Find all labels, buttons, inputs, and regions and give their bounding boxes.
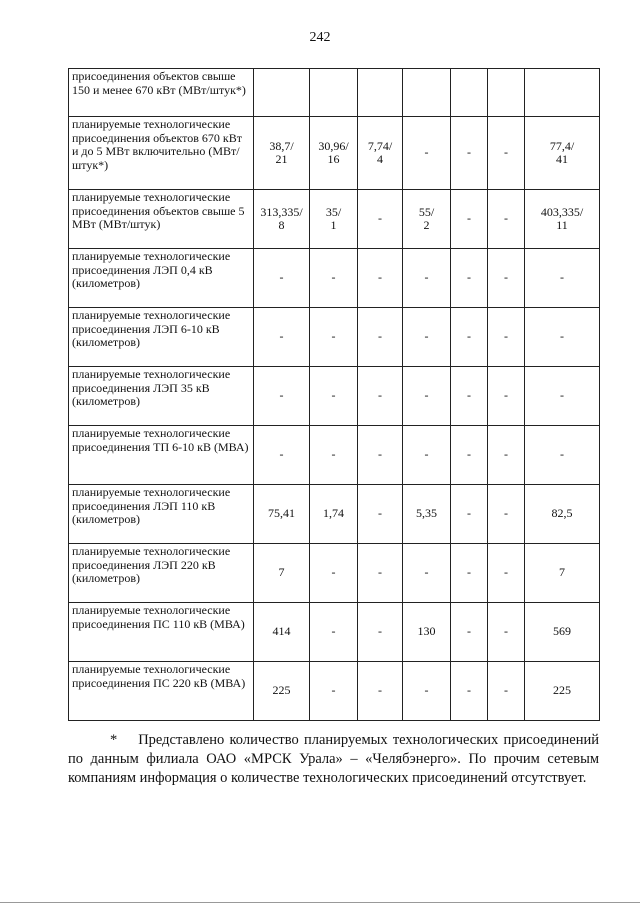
cell-value: 5,35 — [416, 506, 437, 521]
cell-value: 77,4/ 41 — [549, 138, 575, 166]
table-row — [69, 249, 600, 308]
value-cell — [358, 249, 403, 308]
value-cell — [488, 190, 525, 249]
value-cell — [451, 544, 488, 603]
value-cell — [358, 426, 403, 485]
cell-value: - — [504, 145, 508, 160]
cell-value: - — [424, 329, 429, 344]
row-label: планируемые технологические присоединения ЛЭП 35 кВ (километров) — [72, 367, 231, 408]
value-cell — [525, 485, 600, 544]
value-cell — [358, 367, 403, 426]
table-row — [69, 117, 600, 190]
value-cell — [451, 485, 488, 544]
value-cell — [525, 190, 600, 249]
row-label: планируемые технологические присоединения ПС 220 кВ (МВА) — [72, 662, 246, 690]
cell-value: - — [504, 270, 508, 285]
cell-value: - — [467, 211, 471, 226]
cell-value: 313,335/ 8 — [260, 204, 303, 232]
cell-value: - — [424, 270, 429, 285]
table-row — [69, 190, 600, 249]
cell-value: - — [504, 624, 508, 639]
value-cell — [403, 485, 451, 544]
value-cell — [358, 69, 403, 117]
cell-value: 225 — [553, 683, 571, 698]
cell-value: 1,74 — [323, 506, 344, 521]
cell-value: - — [560, 329, 564, 344]
cell-value: - — [560, 388, 564, 403]
cell-value: - — [467, 388, 471, 403]
cell-value: - — [331, 270, 336, 285]
value-cell — [310, 249, 358, 308]
cell-value: - — [504, 388, 508, 403]
cell-value: - — [279, 388, 284, 403]
table-row — [69, 367, 600, 426]
cell-value: - — [467, 329, 471, 344]
cell-value: 414 — [272, 624, 291, 639]
table-row — [69, 426, 600, 485]
row-label: планируемые технологические присоединения объектов свыше 5 МВт (МВт/штук) — [72, 190, 245, 231]
value-cell — [403, 367, 451, 426]
value-cell — [525, 117, 600, 190]
value-cell — [403, 308, 451, 367]
value-cell — [488, 485, 525, 544]
value-cell — [310, 426, 358, 485]
table-row — [69, 662, 600, 721]
row-label: планируемые технологические присоединения объектов 670 кВт и до 5 МВт включительно (МВт/штук*) — [72, 117, 242, 172]
value-cell — [254, 426, 310, 485]
page-bottom-rule — [0, 902, 640, 903]
row-label-cell — [69, 485, 254, 544]
cell-value: - — [560, 270, 564, 285]
cell-value: - — [378, 624, 382, 639]
cell-value: - — [424, 145, 429, 160]
value-cell — [254, 308, 310, 367]
cell-value: - — [378, 270, 382, 285]
value-cell — [254, 603, 310, 662]
cell-value: - — [504, 329, 508, 344]
page-number: 242 — [309, 30, 331, 45]
cell-value: - — [378, 683, 382, 698]
value-cell — [358, 308, 403, 367]
cell-value: 75,41 — [268, 506, 295, 521]
value-cell — [310, 544, 358, 603]
cell-value: 569 — [553, 624, 571, 639]
row-label: планируемые технологические присоединения ПС 110 кВ (МВА) — [72, 603, 245, 631]
cell-value: - — [378, 447, 382, 462]
cell-value: - — [424, 447, 429, 462]
row-label-cell — [69, 603, 254, 662]
value-cell — [254, 544, 310, 603]
value-cell — [403, 603, 451, 662]
value-cell — [451, 603, 488, 662]
table-row — [69, 544, 600, 603]
cell-value: - — [467, 145, 471, 160]
value-cell — [488, 367, 525, 426]
value-cell — [525, 308, 600, 367]
value-cell — [254, 249, 310, 308]
value-cell — [451, 117, 488, 190]
value-cell — [254, 117, 310, 190]
cell-value: - — [560, 447, 564, 462]
value-cell — [254, 662, 310, 721]
value-cell — [358, 190, 403, 249]
cell-value: - — [378, 506, 382, 521]
row-label-cell — [69, 69, 254, 117]
cell-value: - — [467, 506, 471, 521]
value-cell — [451, 308, 488, 367]
table-row — [69, 308, 600, 367]
row-label: планируемые технологические присоединения ЛЭП 220 кВ (километров) — [72, 544, 231, 585]
value-cell — [310, 367, 358, 426]
cell-value: - — [504, 565, 508, 580]
value-cell — [488, 117, 525, 190]
value-cell — [310, 603, 358, 662]
value-cell — [525, 69, 600, 117]
cell-value: - — [378, 388, 382, 403]
row-label-cell — [69, 544, 254, 603]
value-cell — [451, 367, 488, 426]
cell-value: 130 — [417, 624, 436, 639]
value-cell — [488, 308, 525, 367]
value-cell — [310, 69, 358, 117]
value-cell — [451, 426, 488, 485]
cell-value: 35/ 1 — [325, 204, 342, 232]
cell-value: - — [279, 270, 284, 285]
value-cell — [525, 249, 600, 308]
value-cell — [358, 485, 403, 544]
value-cell — [403, 117, 451, 190]
value-cell — [310, 190, 358, 249]
cell-value: - — [331, 624, 336, 639]
cell-value: - — [331, 683, 336, 698]
row-label: планируемые технологические присоединения ЛЭП 6-10 кВ (километров) — [72, 308, 231, 349]
value-cell — [254, 190, 310, 249]
row-label-cell — [69, 249, 254, 308]
cell-value: - — [467, 624, 471, 639]
value-cell — [525, 544, 600, 603]
row-label-cell — [69, 426, 254, 485]
value-cell — [403, 426, 451, 485]
cell-value: - — [279, 329, 284, 344]
cell-value: - — [467, 565, 471, 580]
cell-value: - — [424, 683, 429, 698]
value-cell — [403, 544, 451, 603]
cell-value: - — [504, 506, 508, 521]
cell-value: - — [467, 270, 471, 285]
row-label-cell — [69, 190, 254, 249]
row-label: планируемые технологические присоединения ЛЭП 110 кВ (километров) — [72, 485, 231, 526]
cell-value: 30,96/ 16 — [318, 138, 349, 166]
row-label-cell — [69, 117, 254, 190]
cell-value: - — [331, 388, 336, 403]
table-row — [69, 485, 600, 544]
value-cell — [488, 69, 525, 117]
table-row — [69, 69, 600, 117]
value-cell — [254, 485, 310, 544]
value-cell — [310, 117, 358, 190]
cell-value: - — [331, 329, 336, 344]
value-cell — [358, 662, 403, 721]
table-row — [69, 603, 600, 662]
cell-value: - — [504, 447, 508, 462]
cell-value: - — [424, 388, 429, 403]
row-label-cell — [69, 662, 254, 721]
value-cell — [310, 485, 358, 544]
cell-value: 55/ 2 — [418, 204, 435, 232]
cell-value: - — [378, 329, 382, 344]
value-cell — [403, 249, 451, 308]
value-cell — [451, 662, 488, 721]
cell-value: - — [331, 447, 336, 462]
cell-value: 82,5 — [551, 506, 573, 521]
cell-value: - — [504, 211, 508, 226]
value-cell — [525, 662, 600, 721]
value-cell — [358, 117, 403, 190]
value-cell — [451, 190, 488, 249]
value-cell — [451, 69, 488, 117]
value-cell — [488, 426, 525, 485]
value-cell — [358, 603, 403, 662]
cell-value: 7 — [278, 565, 285, 580]
value-cell — [488, 662, 525, 721]
row-label-cell — [69, 308, 254, 367]
cell-value: - — [331, 565, 336, 580]
value-cell — [451, 249, 488, 308]
cell-value: - — [467, 447, 471, 462]
value-cell — [310, 662, 358, 721]
row-label-cell — [69, 367, 254, 426]
cell-value: 7,74/ 4 — [367, 138, 393, 166]
value-cell — [403, 69, 451, 117]
cell-value: - — [279, 447, 284, 462]
row-label: присоединения объектов свыше 150 и менее 670 кВт (МВт/штук*) — [72, 69, 246, 97]
value-cell — [310, 308, 358, 367]
value-cell — [403, 662, 451, 721]
cell-value: 403,335/ 11 — [540, 204, 584, 232]
connections-table — [68, 68, 600, 721]
cell-value: 225 — [272, 683, 291, 698]
value-cell — [525, 603, 600, 662]
row-label: планируемые технологические присоединения ТП 6-10 кВ (МВА) — [72, 426, 249, 454]
value-cell — [525, 426, 600, 485]
footnote: * Представлено количество планируемых технологических присоединений по данным филиала ОАО «МРСК Урала» – «Челябэнерго». По прочим сетевым компаниям информация о количестве технологических присоединений отсутствует. — [68, 732, 599, 786]
value-cell — [488, 603, 525, 662]
value-cell — [403, 190, 451, 249]
value-cell — [488, 249, 525, 308]
value-cell — [358, 544, 403, 603]
cell-value: - — [467, 683, 471, 698]
row-label: планируемые технологические присоединения ЛЭП 0,4 кВ (километров) — [72, 249, 231, 290]
value-cell — [525, 367, 600, 426]
value-cell — [254, 367, 310, 426]
cell-value: - — [378, 211, 382, 226]
value-cell — [254, 69, 310, 117]
cell-value: - — [424, 565, 429, 580]
value-cell — [488, 544, 525, 603]
table-body — [69, 69, 600, 721]
cell-value: 7 — [559, 565, 565, 580]
cell-value: - — [504, 683, 508, 698]
cell-value: 38,7/ 21 — [269, 138, 294, 166]
cell-value: - — [378, 565, 382, 580]
